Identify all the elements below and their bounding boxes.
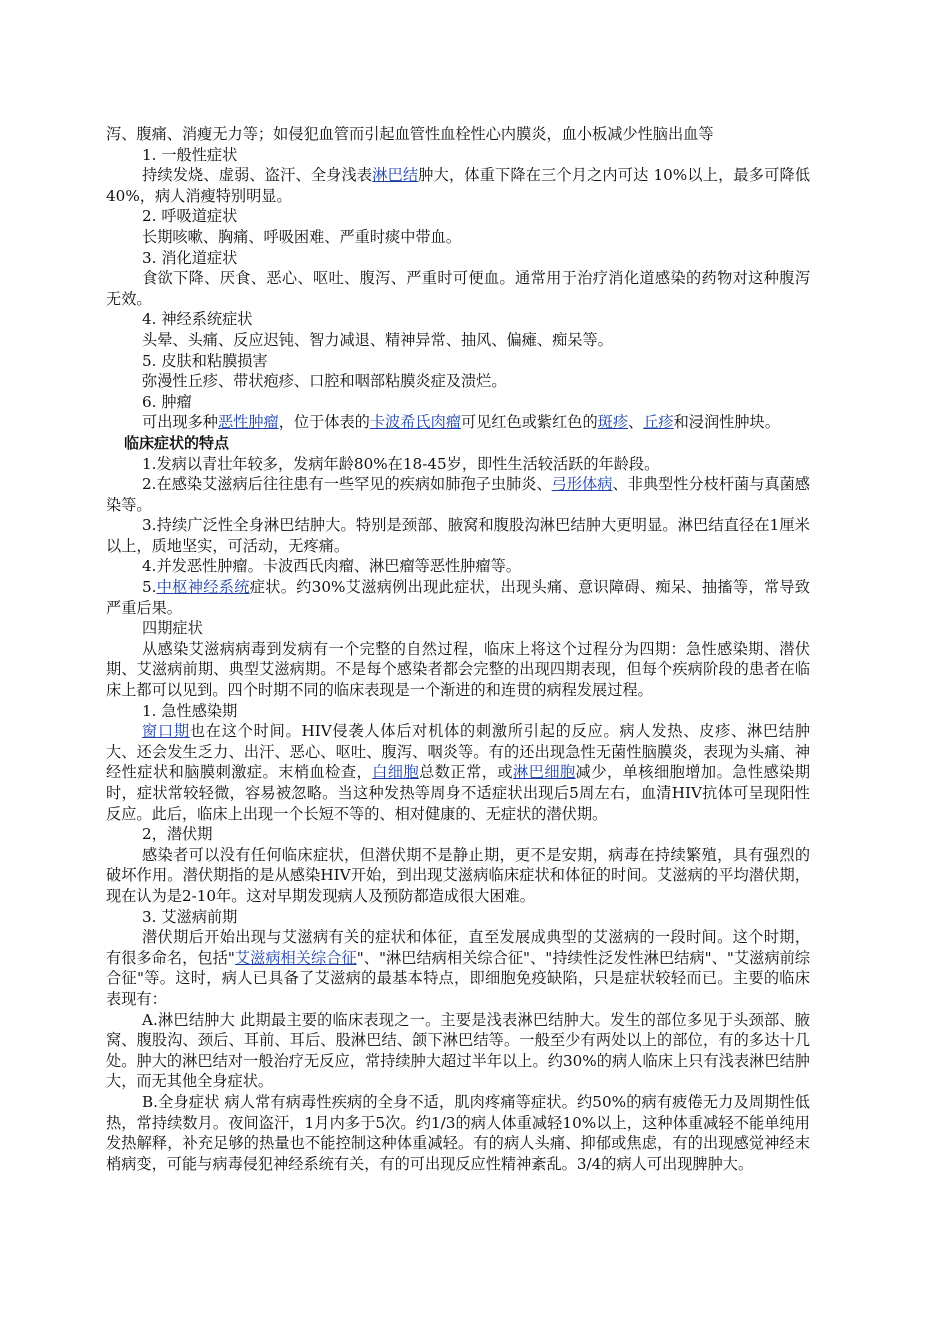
feature-item-4: 4.并发恶性肿瘤。卡波西氏肉瘤、淋巴瘤等恶性肿瘤等。 — [142, 557, 521, 576]
document-page — [106, 124, 810, 1174]
text-run: 潜伏期后开始出现与艾滋病有关的症状和体征，直至发展成典型的艾滋病的一段时间。这个时期，有很多命名，包括" — [106, 928, 810, 967]
stages-heading: 四期症状 — [142, 619, 203, 638]
text-run: 和浸润性肿块。 — [673, 413, 780, 432]
link-kaposi-sarcoma[interactable]: 卡波希氏肉瘤 — [369, 413, 461, 432]
link-malignant-tumor[interactable]: 恶性肿瘤 — [217, 413, 279, 432]
link-window-period[interactable]: 窗口期 — [142, 722, 190, 741]
latent-stage-body: 感染者可以没有任何临床症状，但潜伏期不是静止期，更不是安期，病毒在持续繁殖，具有强烈的破坏作用。潜伏期指的是从感染HIV开始，到出现艾滋病临床症状和体征的时间。艾滋病的平均潜伏期，现在认为是2-10年。这对早期发现病人及预防都造成很大困难。 — [106, 845, 810, 905]
text-run: 也在这个时间。HIV侵袭人体后对机体的刺激所引起的反应。病人发热、皮疹、淋巴结肿大、还会发生乏力、出汗、恶心、呕吐、腹泻、咽炎等。有的还出现急性无菌性脑膜炎，表现为头痛、神经性症状和脑膜刺激症。末梢血检查， — [106, 722, 811, 782]
section-general-body — [106, 165, 810, 206]
section-digestive-heading: 3. 消化道症状 — [142, 248, 238, 267]
text-run: 肿大，体重下降在三个月之内可达 10%以上，最多可降低40%，病人消瘦特别明显。 — [106, 166, 811, 205]
section-nervous-heading: 4. 神经系统症状 — [142, 310, 253, 329]
text-run: 、 — [628, 413, 644, 432]
text-run: ，位于体表的 — [278, 413, 370, 432]
acute-stage-body — [106, 721, 810, 824]
text-run: 可出现多种 — [142, 413, 218, 432]
pre-aids-body — [106, 927, 810, 1009]
link-macule[interactable]: 斑疹 — [597, 413, 628, 432]
section-respiratory-heading: 2. 呼吸道症状 — [142, 207, 238, 226]
section-tumor-body — [106, 412, 810, 433]
text-run: 总数正常，或 — [419, 763, 514, 782]
feature-item-3: 3.持续广泛性全身淋巴结肿大。特别是颈部、腋窝和腹股沟淋巴结肿大更明显。淋巴结直径在1厘米以上，质地坚实，可活动，无疼痛。 — [106, 516, 810, 555]
text-run: 、非典型性分枝杆菌与真菌感染等。 — [106, 475, 810, 514]
section-skin-heading: 5. 皮肤和粘膜损害 — [142, 351, 268, 370]
feature-item-2 — [106, 474, 810, 515]
link-lymph-node[interactable]: 淋巴结 — [372, 166, 419, 185]
pre-aids-item-b: B.全身症状 病人常有病毒性疾病的全身不适，肌肉疼痛等症状。约50%的病有疲倦无力及周期性低热，常持续数月。夜间盗汗，1月内多于5次。约1/3的病人体重减轻10%以上，这种体重减轻不能单纯用发热解释，补充足够的热量也不能控制这种体重减轻。有的病人头痛、抑郁或焦虑，有的出现感觉神经末梢病变，可能与病毒侵犯神经系统有关，有的可出现反应性精神紊乱。3/4的病人可出现脾肿大。 — [106, 1092, 810, 1173]
text-run: 5. — [142, 578, 157, 597]
text-run: 减少，单核细胞增加。急性感染期时，症状常较轻微，容易被忽略。当这种发热等周身不适症状出现后5周左右，血清HIV抗体可呈现阳性反应。此后，临床上出现一个长短不等的、相对健康的、无症状的潜伏期。 — [106, 763, 811, 823]
text-run: 症状。约30%艾滋病例出现此症状，出现头痛、意识障碍、痴呆、抽搐等，常导致严重后果。 — [106, 578, 810, 617]
section-skin-body: 弥漫性丘疹、带状疱疹、口腔和咽部粘膜炎症及溃烂。 — [142, 372, 507, 391]
section-nervous-body: 头晕、头痛、反应迟钝、智力减退、精神异常、抽风、偏瘫、痴呆等。 — [142, 330, 613, 349]
acute-stage-heading: 1. 急性感染期 — [142, 701, 238, 720]
text-run: 2.在感染艾滋病后往往患有一些罕见的疾病如肺孢子虫肺炎、 — [142, 475, 552, 494]
link-toxoplasmosis[interactable]: 弓形体病 — [551, 475, 613, 494]
pre-aids-heading: 3. 艾滋病前期 — [142, 907, 238, 926]
link-aids-related-complex[interactable]: 艾滋病相关综合征 — [234, 948, 357, 967]
feature-item-5 — [106, 577, 810, 618]
pre-aids-item-a: A.淋巴结肿大 此期最主要的临床表现之一。主要是浅表淋巴结肿大。发生的部位多见于头颈部、腋窝、腹股沟、颈后、耳前、耳后、股淋巴结、颌下淋巴结等。一般至少有两处以上的部位，有的多达十几处。肿大的淋巴结对一般治疗无反应，常持续肿大超过半年以上。约30%的病人临床上只有浅表淋巴结肿大，而无其他全身症状。 — [106, 1010, 810, 1091]
feature-item-1: 1.发病以青壮年较多，发病年龄80%在18-45岁，即性生活较活跃的年龄段。 — [142, 454, 660, 473]
latent-stage-heading: 2，潜伏期 — [142, 825, 213, 844]
section-digestive-body: 食欲下降、厌食、恶心、呕吐、腹泻、严重时可便血。通常用于治疗消化道感染的药物对这种腹泻无效。 — [106, 269, 810, 308]
link-central-nervous-system[interactable]: 中枢神经系统 — [156, 578, 250, 597]
features-heading: 临床症状的特点 — [124, 433, 230, 452]
link-papule[interactable]: 丘疹 — [643, 413, 674, 432]
text-run: 可见红色或紫红色的 — [460, 413, 598, 432]
text-run: 持续发烧、虚弱、盗汗、全身浅表 — [142, 166, 373, 185]
intro-paragraph: 泻、腹痛、消瘦无力等；如侵犯血管而引起血管性血栓性心内膜炎，血小板减少性脑出血等 — [106, 125, 714, 143]
stages-intro: 从感染艾滋病病毒到发病有一个完整的自然过程，临床上将这个过程分为四期：急性感染期、潜伏期、艾滋病前期、典型艾滋病期。不是每个感染者都会完整的出现四期表现，但每个疾病阶段的患者在临床上都可以见到。四个时期不同的临床表现是一个渐进的和连贯的病程发展过程。 — [106, 639, 810, 700]
section-general-heading: 1. 一般性症状 — [142, 145, 238, 164]
section-respiratory-body: 长期咳嗽、胸痛、呼吸困难、严重时痰中带血。 — [142, 227, 461, 246]
link-lymphocyte[interactable]: 淋巴细胞 — [513, 763, 576, 782]
section-tumor-heading: 6. 肿瘤 — [142, 392, 192, 411]
text-run: "、"淋巴结病相关综合征"、"持续性泛发性淋巴结病"、"艾滋病前综合征"等。这时，病人已具备了艾滋病的最基本特点，即细胞免疫缺陷，只是症状较轻而已。主要的临床表现有： — [106, 948, 810, 1008]
link-white-blood-cell[interactable]: 白细胞 — [372, 763, 420, 782]
